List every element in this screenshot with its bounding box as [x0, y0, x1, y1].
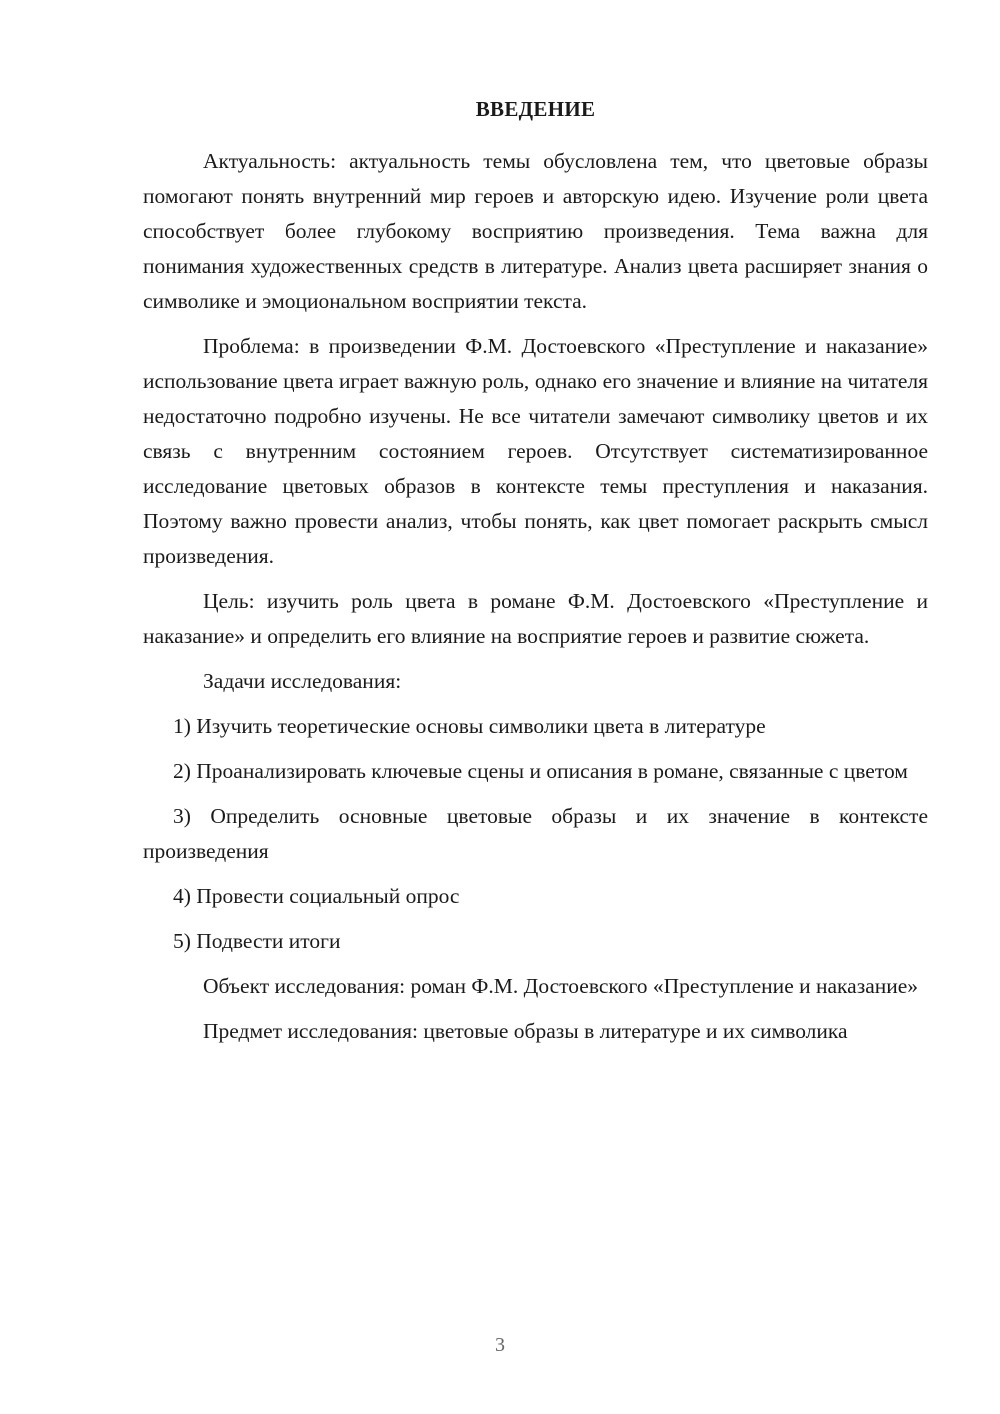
task-item-1: 1) Изучить теоретические основы символики цвета в литературе [173, 714, 766, 738]
page-number: 3 [495, 1334, 505, 1356]
problem-paragraph: Проблема: в произведении Ф.М. Достоевского «Преступление и наказание» использование цвета играет важную роль, однако его значение и влияние на читателя недостаточно подробно изучены. Не все читатели замечают символику цветов и их связь с внутренним состоянием героев. Отсутствует систематизированное исследование цветовых образов в контексте темы преступления и наказания. Поэтому важно провести анализ, чтобы понять, как цвет помогает раскрыть смысл произведения. [143, 334, 928, 568]
task-item-3: 3) Определить основные цветовые образы и их значение в контексте произведения [143, 804, 928, 863]
goal-paragraph: Цель: изучить роль цвета в романе Ф.М. Достоевского «Преступление и наказание» и определить его влияние на восприятие героев и развитие сюжета. [143, 589, 928, 648]
page-content [143, 92, 928, 1059]
page-title: ВВЕДЕНИЕ [475, 97, 596, 121]
task-item-5: 5) Подвести итоги [173, 929, 341, 953]
task-item-4: 4) Провести социальный опрос [173, 884, 460, 908]
subject-paragraph: Предмет исследования: цветовые образы в литературе и их символика [203, 1019, 848, 1043]
object-paragraph: Объект исследования: роман Ф.М. Достоевского «Преступление и наказание» [203, 974, 919, 998]
relevance-paragraph: Актуальность: актуальность темы обусловлена тем, что цветовые образы помогают понять внутренний мир героев и авторскую идею. Изучение роли цвета способствует более глубокому восприятию произведения. Тема важна для понимания художественных средств в литературе. Анализ цвета расширяет знания о символике и эмоциональном восприятии текста. [143, 149, 928, 313]
tasks-heading: Задачи исследования: [203, 669, 402, 693]
task-item-2: 2) Проанализировать ключевые сцены и описания в романе, связанные с цветом [173, 759, 908, 783]
